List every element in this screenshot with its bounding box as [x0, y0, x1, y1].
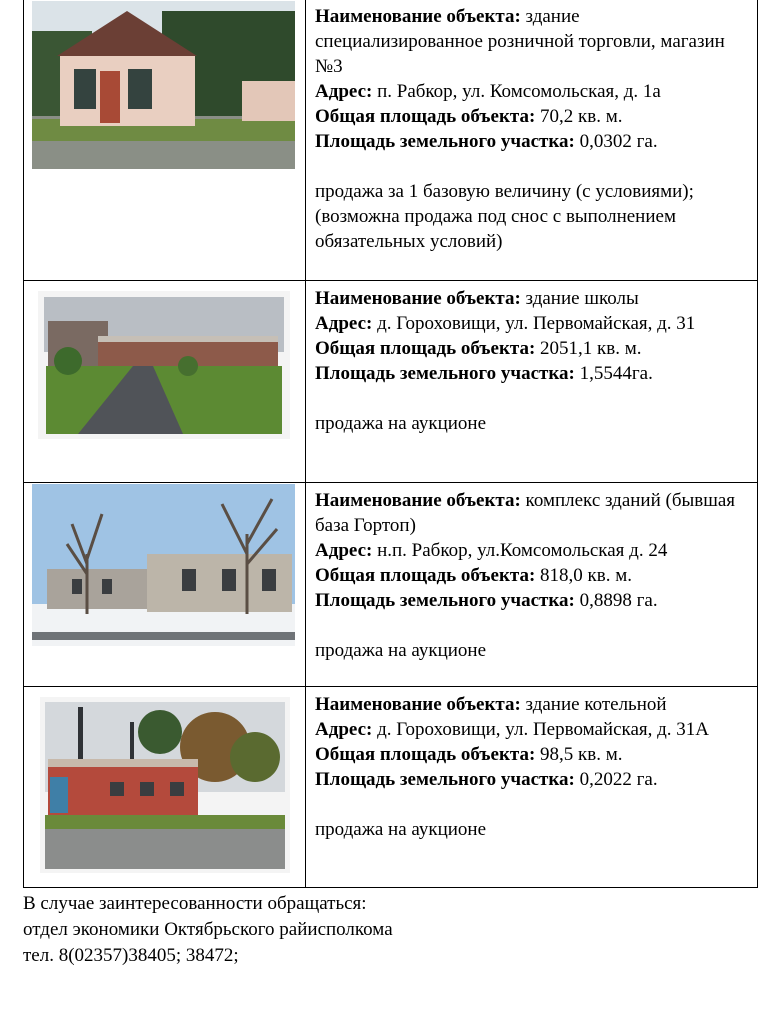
total-area-label: Общая площадь объекта: [315, 338, 536, 359]
total-area-value: 98,5 кв. м. [535, 744, 623, 765]
object-name-label: Наименование объекта: [315, 6, 521, 27]
listing-row [24, 687, 758, 888]
listing-photo-cell [24, 281, 306, 483]
object-name-label: Наименование объекта: [315, 490, 521, 511]
land-area-value: 0,0302 га. [574, 131, 658, 152]
land-area-label: Площадь земельного участка: [315, 363, 575, 384]
sale-terms: продажа за 1 базовую величину (с условиями); [315, 181, 694, 202]
listing-info-cell [306, 483, 758, 687]
listing-row [24, 0, 758, 281]
address-label: Адрес: [315, 81, 373, 102]
listing-row [24, 281, 758, 483]
total-area-value: 2051,1 кв. м. [535, 338, 642, 359]
land-area-value: 1,5544га. [574, 363, 653, 384]
address-value: п. Рабкор, ул. Комсомольская, д. 1а [372, 81, 661, 102]
listing-info-cell [306, 281, 758, 483]
listing-photo-cell [24, 687, 306, 888]
total-area-label: Общая площадь объекта: [315, 744, 536, 765]
boiler-house-photo [40, 697, 290, 873]
address-label: Адрес: [315, 540, 373, 561]
school-building-photo [38, 291, 290, 439]
sale-terms: продажа на аукционе [315, 819, 487, 840]
object-name-value: здание специализированное розничной торговли, магазин №3 [315, 6, 725, 77]
sale-conditions: (возможна продажа под снос с выполнением обязательных условий) [315, 206, 676, 252]
address-label: Адрес: [315, 313, 373, 334]
address-value: д. Гороховищи, ул. Первомайская, д. 31 [372, 313, 696, 334]
property-listings-table [23, 0, 758, 888]
listing-info-cell [306, 687, 758, 888]
land-area-value: 0,2022 га. [574, 769, 658, 790]
land-area-label: Площадь земельного участка: [315, 131, 575, 152]
object-name-label: Наименование объекта: [315, 694, 521, 715]
address-label: Адрес: [315, 719, 373, 740]
listing-info-cell [306, 0, 758, 281]
address-value: н.п. Рабкор, ул.Комсомольская д. 24 [372, 540, 668, 561]
contact-department: отдел экономики Октябрьского райисполкома [23, 919, 393, 940]
land-area-label: Площадь земельного участка: [315, 590, 575, 611]
object-name-value: комплекс зданий (бывшая база Гортоп) [315, 490, 736, 536]
object-name-value: здание котельной [520, 694, 667, 715]
sale-terms: продажа на аукционе [315, 413, 487, 434]
total-area-label: Общая площадь объекта: [315, 106, 536, 127]
total-area-value: 70,2 кв. м. [535, 106, 623, 127]
land-area-label: Площадь земельного участка: [315, 769, 575, 790]
depot-buildings-photo [32, 484, 295, 646]
contact-phone: тел. 8(02357)38405; 38472; [23, 945, 239, 966]
land-area-value: 0,8898 га. [574, 590, 658, 611]
shop-building-photo [32, 1, 295, 169]
contact-info [23, 891, 743, 969]
listing-photo-cell [24, 0, 306, 281]
listing-photo-cell [24, 483, 306, 687]
object-name-value: здание школы [520, 288, 639, 309]
sale-terms: продажа на аукционе [315, 640, 487, 661]
contact-intro: В случае заинтересованности обращаться: [23, 893, 367, 914]
object-name-label: Наименование объекта: [315, 288, 521, 309]
total-area-value: 818,0 кв. м. [535, 565, 633, 586]
address-value: д. Гороховищи, ул. Первомайская, д. 31А [372, 719, 710, 740]
total-area-label: Общая площадь объекта: [315, 565, 536, 586]
listing-row [24, 483, 758, 687]
